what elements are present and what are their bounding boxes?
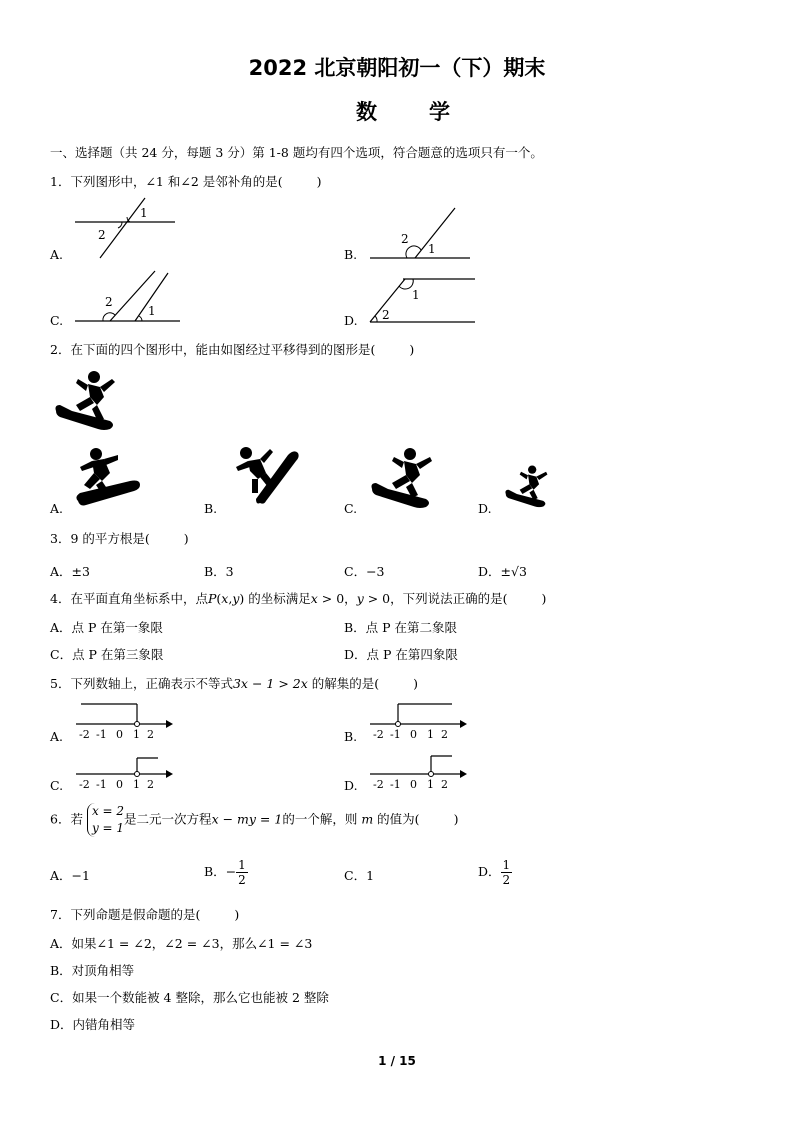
angle-1-label: 1 — [140, 206, 148, 220]
section-heading: 一、选择题（共 24 分，每题 3 分）第 1-8 题均有四个选项，符合题意的选项只有一个。 — [50, 145, 543, 160]
q5-option-d[interactable]: D. — [344, 778, 358, 793]
svg-text:-2: -2 — [373, 728, 384, 741]
svg-text:2: 2 — [441, 778, 448, 791]
svg-text:2: 2 — [105, 295, 113, 309]
q3-option-a[interactable]: A．±3 — [50, 564, 90, 579]
question-6-stem: 6．若 x = 2 y = 1是二元一次方程x − my = 1的一个解，则 m 的值为( ) — [50, 804, 459, 835]
svg-text:2: 2 — [147, 728, 154, 741]
q1-figure-d — [365, 272, 485, 327]
q4-option-c[interactable]: C．点 P 在第三象限 — [50, 647, 164, 662]
svg-text:-1: -1 — [96, 728, 107, 741]
q1-option-d[interactable]: D. — [344, 313, 358, 328]
question-3-stem: 3．9 的平方根是( ) — [50, 531, 189, 546]
q2-option-d[interactable]: D. — [478, 501, 492, 516]
svg-text:-2: -2 — [79, 728, 90, 741]
q1-option-a[interactable]: A. — [50, 247, 64, 262]
snowboarder-option-b-icon — [230, 443, 302, 511]
q6-option-b[interactable]: B．− $\frac{1}{2}$ — [204, 858, 246, 887]
question-5-stem: 5．下列数轴上，正确表示不等式3x − 1 > 2x 的解集的是( ) — [50, 676, 419, 691]
q2-option-b[interactable]: B. — [204, 501, 218, 516]
q1-figure-b — [365, 205, 485, 265]
q5-option-c[interactable]: C. — [50, 778, 64, 793]
page-number: 1 / 15 — [378, 1054, 416, 1068]
svg-text:2: 2 — [382, 308, 390, 322]
q7-option-b[interactable]: B．对顶角相等 — [50, 963, 135, 978]
snowboarder-option-c-icon — [368, 445, 440, 513]
q3-option-c[interactable]: C．−3 — [344, 564, 385, 579]
snowboarder-option-d-icon — [503, 463, 553, 511]
q6-option-a[interactable]: A．−1 — [50, 868, 90, 883]
svg-text:1: 1 — [427, 728, 434, 741]
question-2-stem: 2．在下面的四个图形中，能由如图经过平移得到的图形是( ) — [50, 342, 415, 357]
q1-option-c[interactable]: C. — [50, 313, 64, 328]
svg-text:1: 1 — [412, 288, 420, 302]
question-1-stem: 1．下列图形中，∠1 和∠2 是邻补角的是( ) — [50, 174, 322, 189]
svg-text:0: 0 — [116, 728, 123, 741]
q2-option-c[interactable]: C. — [344, 501, 358, 516]
snowboarder-option-a-icon — [72, 445, 144, 513]
question-7-stem: 7．下列命题是假命题的是( ) — [50, 907, 240, 922]
q6-option-c[interactable]: C．1 — [344, 868, 375, 883]
q1-option-b[interactable]: B. — [344, 247, 358, 262]
q3-option-d[interactable]: D．±√3 — [478, 564, 527, 579]
q5-numberline-a — [74, 700, 174, 742]
q4-option-d[interactable]: D．点 P 在第四象限 — [344, 647, 458, 662]
svg-text:0: 0 — [410, 778, 417, 791]
q4-option-b[interactable]: B．点 P 在第二象限 — [344, 620, 458, 635]
svg-text:-1: -1 — [390, 728, 401, 741]
q4-option-a[interactable]: A．点 P 在第一象限 — [50, 620, 163, 635]
question-4-stem: 4．在平面直角坐标系中，点P(x,y) 的坐标满足x > 0，y > 0，下列说法正确的是( ) — [50, 591, 547, 606]
svg-text:2: 2 — [147, 778, 154, 791]
angle-2-label: 2 — [98, 228, 106, 242]
q1-figure-c — [70, 268, 190, 328]
q5-option-a[interactable]: A. — [50, 729, 64, 744]
svg-text:1: 1 — [133, 778, 140, 791]
q5-option-b[interactable]: B. — [344, 729, 358, 744]
q3-option-b[interactable]: B．3 — [204, 564, 234, 579]
q7-option-d[interactable]: D．内错角相等 — [50, 1017, 136, 1032]
svg-text:2: 2 — [441, 728, 448, 741]
svg-text:1: 1 — [133, 728, 140, 741]
svg-text:2: 2 — [401, 232, 409, 246]
svg-text:1: 1 — [428, 242, 436, 256]
svg-text:-1: -1 — [390, 778, 401, 791]
svg-text:0: 0 — [410, 728, 417, 741]
svg-text:1: 1 — [148, 304, 156, 318]
page-title: 2022 北京朝阳初一（下）期末 — [248, 56, 546, 80]
q7-option-a[interactable]: A．如果∠1 = ∠2，∠2 = ∠3，那么∠1 = ∠3 — [50, 936, 313, 951]
q2-option-a[interactable]: A. — [50, 501, 64, 516]
q5-numberline-d — [368, 750, 468, 792]
q7-option-c[interactable]: C．如果一个数能被 4 整除，那么它也能被 2 整除 — [50, 990, 329, 1005]
svg-text:-2: -2 — [79, 778, 90, 791]
svg-text:0: 0 — [116, 778, 123, 791]
svg-text:-1: -1 — [96, 778, 107, 791]
q5-numberline-c — [74, 750, 174, 792]
subject-title: 数学 — [356, 100, 502, 124]
svg-text:-2: -2 — [373, 778, 384, 791]
q5-numberline-b — [368, 700, 468, 742]
equation-system: x = 2 y = 1 — [87, 803, 124, 837]
q1-figure-a — [70, 195, 190, 265]
snowboarder-reference-icon — [52, 367, 124, 435]
svg-text:1: 1 — [427, 778, 434, 791]
q6-option-d[interactable]: D． $\frac{1}{2}$ — [478, 858, 511, 887]
